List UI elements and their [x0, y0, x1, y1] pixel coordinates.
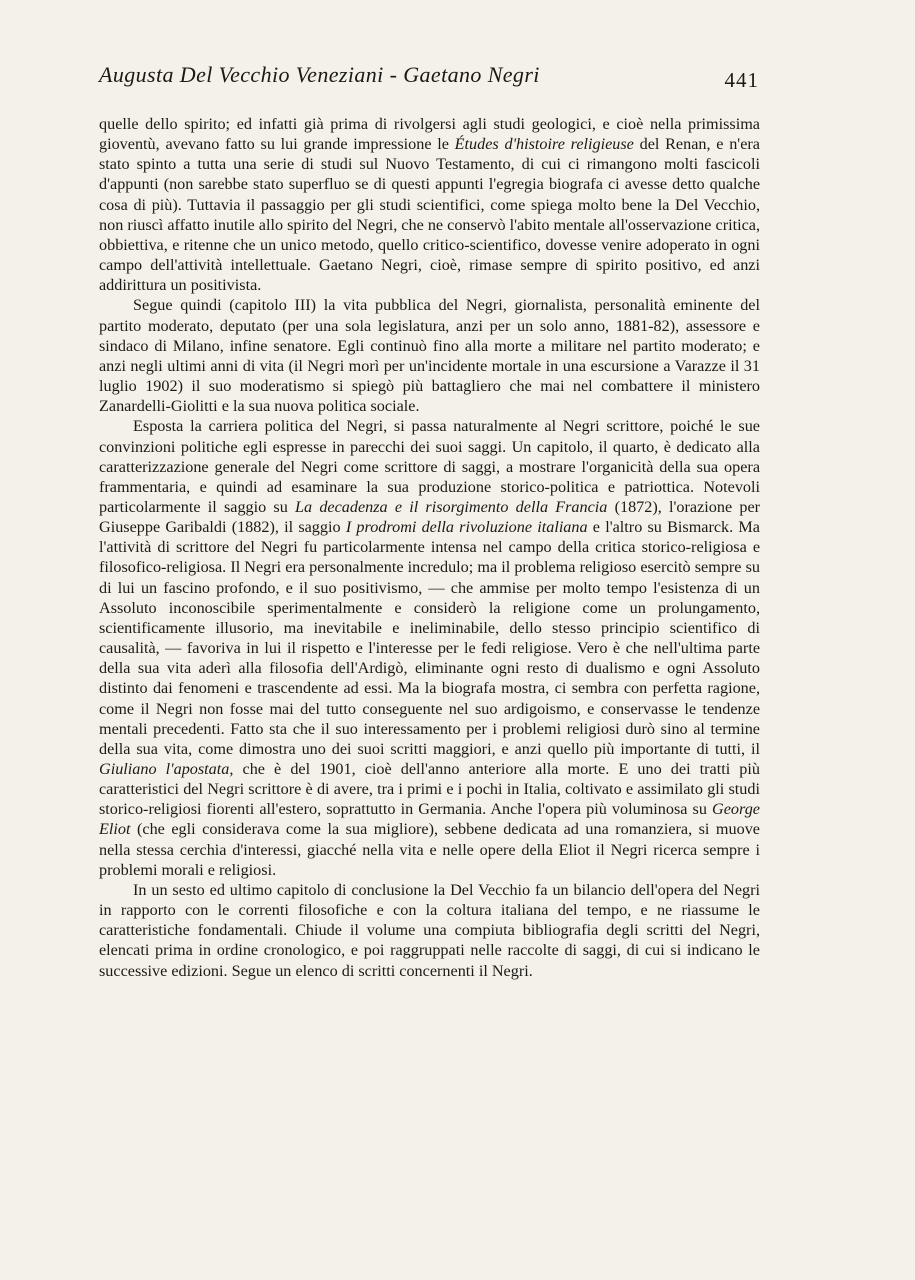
paragraph-3-run-7: che è del 1901, cioè dell'anno anteriore alla morte. E uno dei tratti più caratteristici del Negri scrittore è di avere, tra i primi e i pochi in Italia, coltivato e assimilato gli studi storico-religiosi fiorenti all'estero, soprattutto in Germania. Anche l'opera più voluminosa su: [99, 760, 760, 819]
paragraph-3: [99, 416, 760, 880]
paragraph-1: [99, 114, 760, 295]
page-number: 441: [724, 68, 759, 92]
body-text: [99, 114, 760, 981]
paragraph-1-run-3: del Renan, e n'era stato spinto a tutta una serie di studi sul Nuovo Testamento, di cui ci rimangono molti fascicoli d'appunti (non sarebbe stato superfluo se di questi appunti l'egregia biografa ci avesse detto qualche cosa di più). Tuttavia il passaggio per gli studi scientifici, come spiega molto bene la Del Vecchio, non riuscì affatto inutile allo spirito del Negri, che ne conservò l'abito mentale all'osservazione critica, obbiettiva, e ritenne che un unico metodo, quello critico-scientifico, dovesse venire adoperato in ogni campo dell'attività intellettuale. Gaetano Negri, cioè, rimase sempre di spirito positivo, ed anzi addirittura un positivista.: [99, 135, 760, 295]
paragraph-4: [99, 880, 760, 981]
title-la-decadenza: La decadenza e il risorgimento della Francia: [295, 497, 608, 516]
title-george-eliot: George Eliot: [99, 800, 760, 839]
title-etudes-d-histoire-religieuse: Études d'histoire religieuse: [454, 135, 634, 154]
title-i-prodromi: I prodromi della rivoluzione italiana: [345, 518, 588, 537]
page-header: [99, 62, 759, 96]
paragraph-2: [99, 295, 760, 416]
paragraph-1-run-1: quelle dello spirito; ed infatti già prima di rivolgersi agli studi geologici, e cioè nella primissima gioventù, avevano fatto su lui grande impressione le: [99, 115, 760, 154]
running-head: Augusta Del Vecchio Veneziani - Gaetano Negri: [99, 62, 540, 87]
title-giuliano-l-apostata: Giuliano l'apostata,: [99, 760, 234, 778]
paragraph-3-run-5: e l'altro su Bismarck. Ma l'attività di scrittore del Negri fu particolarmente intensa nel campo della critica storico-religiosa e filosofico-religiosa. Il Negri era personalmente incredulo; ma il problema religioso esercitò sempre su di lui un fascino profondo, e il suo positivismo, — che ammise per molto tempo l'esistenza di un Assoluto inconoscibile sperimentalmente e considerò la religione come un prolungamento, scientificamente illusorio, ma inevitabile e ineliminabile, dello stesso principio scientifico di causalità, — favoriva in lui il rispetto e l'interesse per le fedi religiose. Vero è che nell'ultima parte della sua vita aderì alla filosofia dell'Ardigò, eliminante ogni resto di dualismo e ogni Assoluto distinto dai fenomeni e trascendente ad essi. Ma la biografa mostra, ci sembra con perfetta ragione, come il Negri non fosse mai del tutto conseguente nel suo ardigoismo, e conservasse le tendenze mentali precedenti. Fatto sta che il suo interessamento per i problemi religiosi durò sino al termine della sua vita, come dimostra uno dei suoi scritti maggiori, e anzi quello più importante di tutti, il: [99, 518, 760, 758]
paragraph-3-run-3: (1872), l'orazione per Giuseppe Garibaldi (1882), il saggio: [99, 497, 761, 537]
paragraph-4-run-1: In un sesto ed ultimo capitolo di conclusione la Del Vecchio fa un bilancio dell'opera del Negri in rapporto con le correnti filosofiche e con la coltura italiana del tempo, e ne riassume le caratteristiche fondamentali. Chiude il volume una compiuta bibliografia degli scritti del Negri, elencati prima in ordine cronologico, e poi raggruppati nelle raccolte di saggi, di cui si indicano le successive edizioni. Segue un elenco di scritti concernenti il Negri.: [99, 880, 760, 980]
paragraph-2-run-1: Segue quindi (capitolo III) la vita pubblica del Negri, giornalista, personalità eminente del partito moderato, deputato (per una sola legislatura, anzi per un solo anno, 1881-82), assessore e sindaco di Milano, infine senatore. Egli continuò fino alla morte a militare nel partito moderato; e anzi negli ultimi anni di vita (il Negri morì per un'incidente mortale in una escursione a Varazze il 31 luglio 1902) il suo moderatismo si spiegò più battagliero che mai nel combattere il ministero Zanardelli-Giolitti e la sua nuova politica sociale.: [99, 296, 760, 416]
paragraph-3-run-1: Esposta la carriera politica del Negri, si passa naturalmente al Negri scrittore, poiché le sue convinzioni politiche egli espresse in parecchi dei suoi saggi. Un capitolo, il quarto, è dedicato alla caratterizzazione generale del Negri come scrittore di saggi, a mostrare l'organicità della sua opera frammentaria, e quindi ad esaminare la sua produzione storico-politica e patriottica. Notevoli particolarmente il saggio su: [99, 417, 760, 516]
paragraph-3-run-9: (che egli considerava come la sua migliore), sebbene dedicata ad una romanziera, si muove nella stessa cerchia d'interessi, giacché nella vita e nelle opere della Eliot il Negri ricerca sempre i problemi morali e religiosi.: [99, 820, 760, 879]
